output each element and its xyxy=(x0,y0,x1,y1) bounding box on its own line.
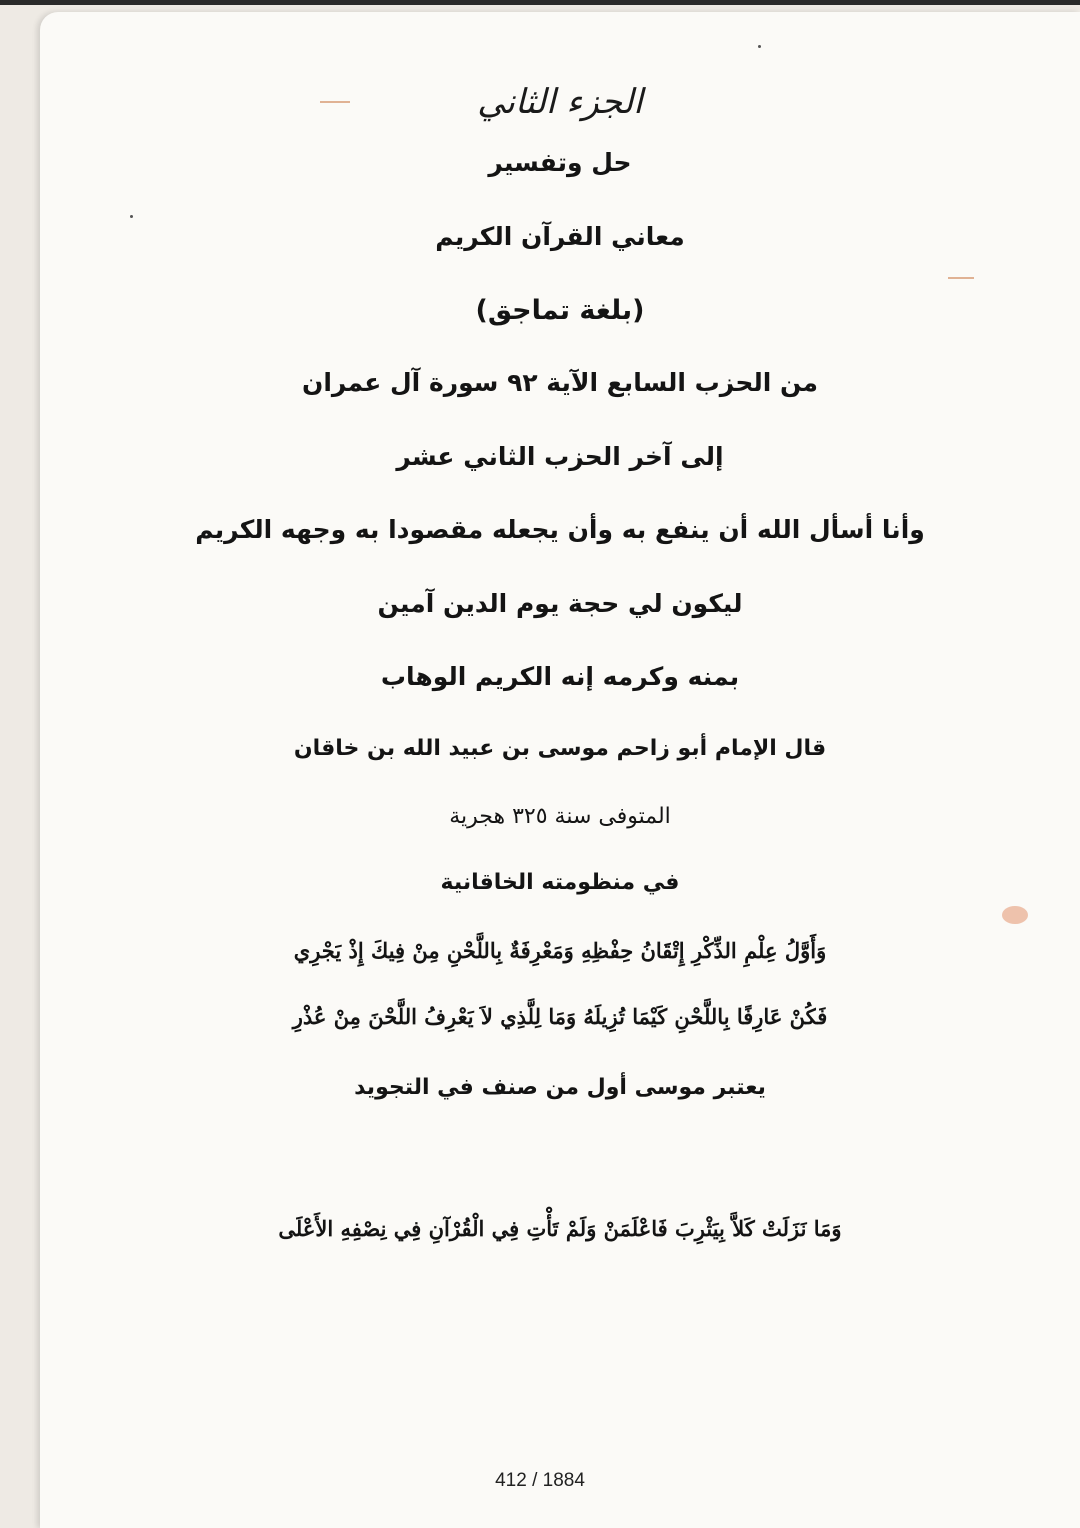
scan-dot xyxy=(130,215,133,218)
author-line: قال الإمام أبو زاحم موسى بن عبيد الله بن خاقان xyxy=(293,736,827,761)
language-line: (بلغة تماجق) xyxy=(475,295,645,326)
dedication-line: ليكون لي حجة يوم الدين آمين xyxy=(377,589,743,618)
author-death-line: المتوفى سنة ٣٢٥ هجرية xyxy=(449,804,671,829)
final-verse: وَمَا نَزَلَتْ كَلاَّ بِيَثْرِبَ فَاعْلَمَنْ وَلَمْ تَأْتِ فِي الْقُرْآنِ فِي نِصْفِهِ الأَعْلَى xyxy=(278,1216,842,1241)
page-indicator: 412 / 1884 xyxy=(495,1470,585,1491)
poem-verse: فَكُنْ عَارِفًا بِاللَّحْنِ كَيْمَا تُزِيلَهُ وَمَا لِلَّذِي لاَ يَعْرِفُ اللَّحْنَ مِنْ عُذْرِ xyxy=(292,1004,828,1029)
range-end-line: إلى آخر الحزب الثاني عشر xyxy=(396,442,724,471)
range-start-line: من الحزب السابع الآية ٩٢ سورة آل عمران xyxy=(301,368,819,397)
stain-mark xyxy=(1002,906,1028,924)
scan-dot xyxy=(758,45,761,48)
dedication-line: بمنه وكرمه إنه الكريم الوهاب xyxy=(380,662,740,691)
subtitle-line: معاني القرآن الكريم xyxy=(435,222,685,251)
scan-top-border xyxy=(0,0,1080,5)
dedication-line: وأنا أسأل الله أن ينفع به وأن يجعله مقصودا به وجهه الكريم xyxy=(195,515,925,544)
note-line: يعتبر موسى أول من صنف في التجويد xyxy=(354,1075,766,1100)
source-line: في منظومته الخاقانية xyxy=(440,870,680,895)
document-title: الجزء الثاني xyxy=(477,82,643,122)
scan-mark xyxy=(948,277,974,279)
subtitle-line: حل وتفسير xyxy=(488,148,632,177)
poem-verse: وَأَوَّلُ عِلْمِ الذِّكْرِ إِتْقَانُ حِفْظِهِ وَمَعْرِفَةٌ بِاللَّحْنِ مِنْ فِيكَ إِذْ يَجْرِي xyxy=(293,938,827,963)
